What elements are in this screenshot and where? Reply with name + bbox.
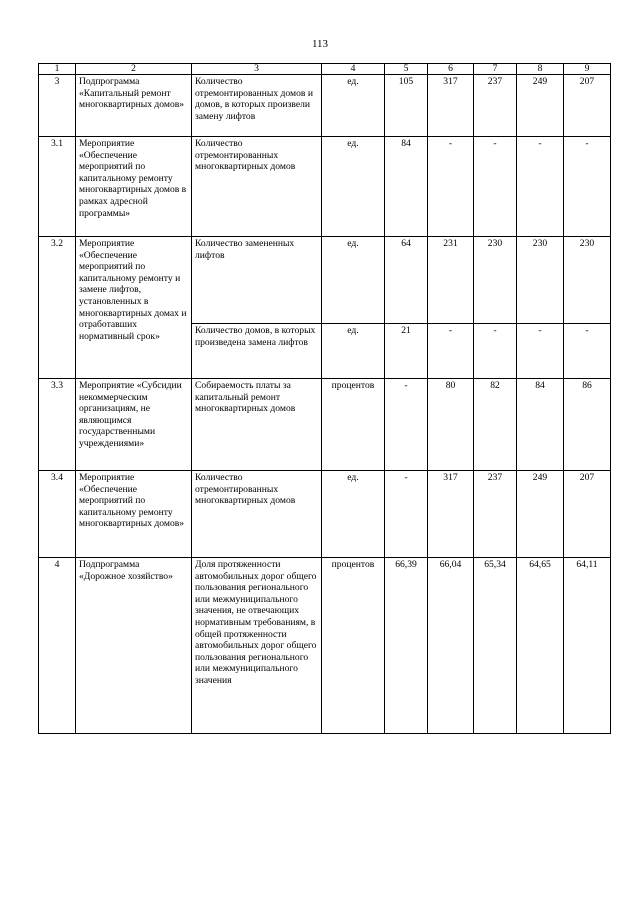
header-row — [39, 64, 611, 75]
value-cell: 82 — [474, 379, 517, 471]
value-cell: - — [474, 324, 517, 379]
table-row — [39, 75, 611, 137]
value-cell: 230 — [564, 237, 611, 324]
indicator-name: Количество домов, в которых произведена замена лифтов — [192, 324, 322, 379]
indicator-name: Доля протяженности автомобильных дорог общего пользования регионального или межмуниципального значения, не отвечающих нормативным требованиям, в общей протяженности автомобильных дорог общего пользования регионального или межмуниципального значения — [192, 558, 322, 734]
unit-cell: процентов — [322, 379, 385, 471]
unit-cell: ед. — [322, 237, 385, 324]
value-cell: 237 — [474, 75, 517, 137]
unit-cell: процентов — [322, 558, 385, 734]
program-name: Мероприятие «Обеспечение мероприятий по капитальному ремонту и замене лифтов, установленных в многоквартирных домах и отработавших нормативный срок» — [76, 237, 192, 379]
value-cell: 317 — [428, 75, 474, 137]
header-cell: 1 — [39, 64, 76, 75]
value-cell: 84 — [385, 137, 428, 237]
table-row — [39, 137, 611, 237]
indicator-name: Количество замененных лифтов — [192, 237, 322, 324]
indicator-name: Количество отремонтированных домов и домов, в которых произвели замену лифтов — [192, 75, 322, 137]
value-cell: 86 — [564, 379, 611, 471]
value-cell: 80 — [428, 379, 474, 471]
value-cell: 230 — [474, 237, 517, 324]
indicator-name: Собираемость платы за капитальный ремонт многоквартирных домов — [192, 379, 322, 471]
program-name: Подпрограмма «Капитальный ремонт многоквартирных домов» — [76, 75, 192, 137]
row-number: 3.4 — [39, 471, 76, 558]
program-name: Подпрограмма «Дорожное хозяйство» — [76, 558, 192, 734]
value-cell: - — [517, 324, 564, 379]
row-number: 3 — [39, 75, 76, 137]
value-cell: 84 — [517, 379, 564, 471]
row-number: 4 — [39, 558, 76, 734]
table-row — [39, 471, 611, 558]
unit-cell: ед. — [322, 471, 385, 558]
value-cell: 64,11 — [564, 558, 611, 734]
header-cell: 9 — [564, 64, 611, 75]
value-cell: 237 — [474, 471, 517, 558]
value-cell: 64 — [385, 237, 428, 324]
value-cell: 249 — [517, 75, 564, 137]
value-cell: 230 — [517, 237, 564, 324]
header-cell: 8 — [517, 64, 564, 75]
program-name: Мероприятие «Субсидии некоммерческим организациям, не являющимся государственными учреждениями» — [76, 379, 192, 471]
row-number: 3.3 — [39, 379, 76, 471]
value-cell: 317 — [428, 471, 474, 558]
header-cell: 2 — [76, 64, 192, 75]
value-cell: 65,34 — [474, 558, 517, 734]
page-number: 113 — [311, 38, 329, 50]
value-cell: - — [385, 379, 428, 471]
header-cell: 7 — [474, 64, 517, 75]
unit-cell: ед. — [322, 324, 385, 379]
program-name: Мероприятие «Обеспечение мероприятий по капитальному ремонту многоквартирных домов» — [76, 471, 192, 558]
value-cell: - — [385, 471, 428, 558]
value-cell: 231 — [428, 237, 474, 324]
value-cell: - — [428, 137, 474, 237]
value-cell: 66,04 — [428, 558, 474, 734]
value-cell: - — [474, 137, 517, 237]
value-cell: 207 — [564, 471, 611, 558]
header-cell: 5 — [385, 64, 428, 75]
value-cell: - — [517, 137, 564, 237]
program-name: Мероприятие «Обеспечение мероприятий по капитальному ремонту многоквартирных домов в рамках адресной программы» — [76, 137, 192, 237]
value-cell: 207 — [564, 75, 611, 137]
row-number: 3.2 — [39, 237, 76, 379]
header-cell: 4 — [322, 64, 385, 75]
value-cell: - — [428, 324, 474, 379]
value-cell: 249 — [517, 471, 564, 558]
value-cell: 105 — [385, 75, 428, 137]
table-row — [39, 237, 611, 324]
indicator-name: Количество отремонтированных многоквартирных домов — [192, 471, 322, 558]
value-cell: - — [564, 324, 611, 379]
indicators-table — [38, 63, 611, 734]
value-cell: 64,65 — [517, 558, 564, 734]
value-cell: - — [564, 137, 611, 237]
table-row — [39, 558, 611, 734]
header-cell: 3 — [192, 64, 322, 75]
header-cell: 6 — [428, 64, 474, 75]
table-row — [39, 379, 611, 471]
row-number: 3.1 — [39, 137, 76, 237]
value-cell: 21 — [385, 324, 428, 379]
unit-cell: ед. — [322, 75, 385, 137]
indicator-name: Количество отремонтированных многоквартирных домов — [192, 137, 322, 237]
unit-cell: ед. — [322, 137, 385, 237]
value-cell: 66,39 — [385, 558, 428, 734]
